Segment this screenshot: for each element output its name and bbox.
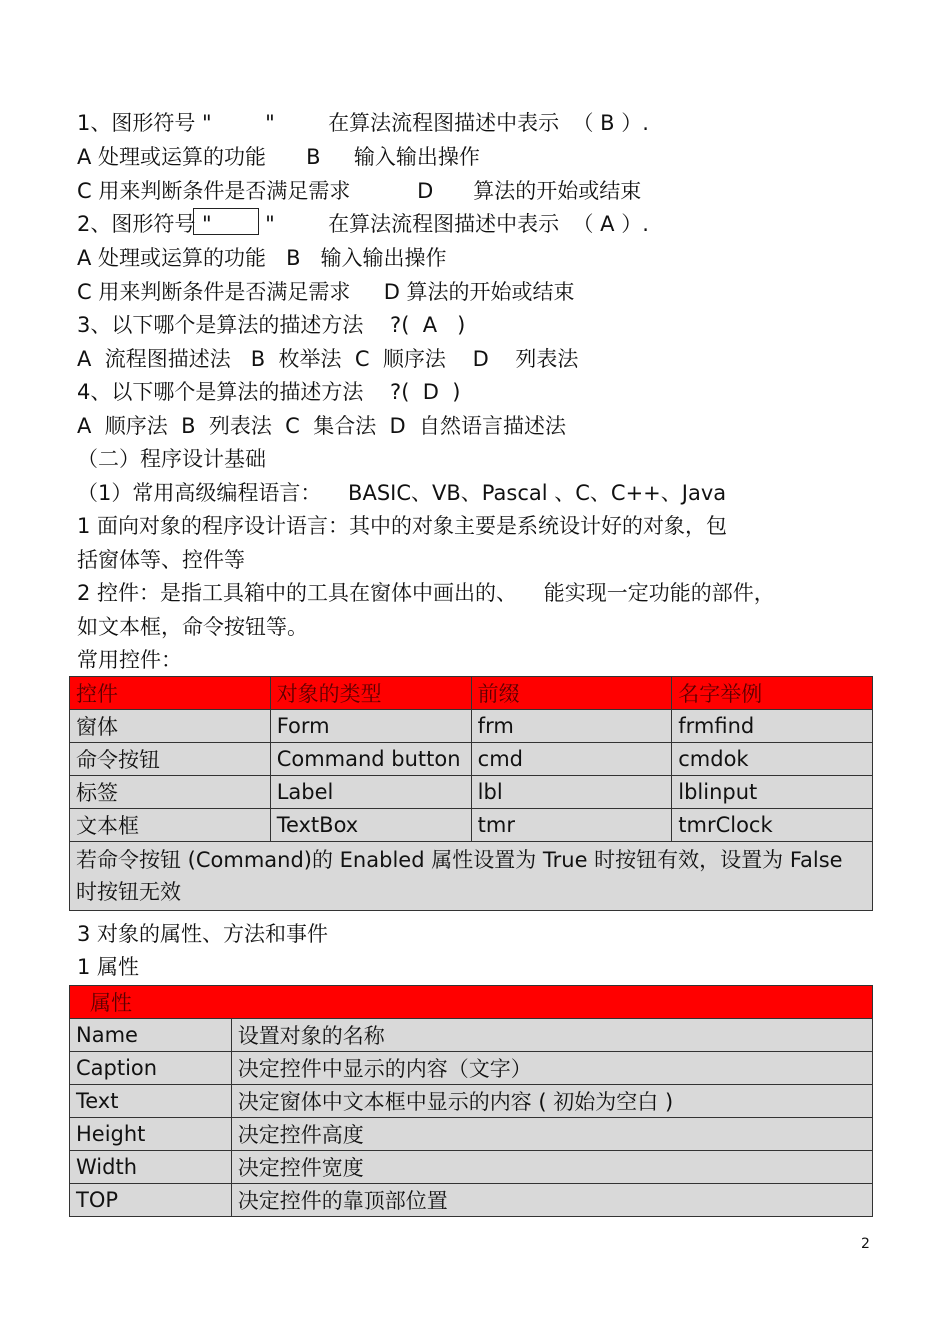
section-heading: （二）程序设计基础 [77,447,266,471]
control-line-2: 如文本框，命令按钮等。 [77,615,308,639]
property-description: 设置对象的名称 [231,1019,872,1052]
q3-options: A 流程图描述法 B 枚举法 C 顺序法 D 列表法 [77,347,579,371]
table-header-row [70,986,873,1019]
table-header-row [70,677,873,710]
subsection-properties-heading: 1 属性 [77,955,140,979]
header-cell: 前缀 [471,677,672,710]
table-row [70,1052,873,1085]
table-cell: tmrClock [672,809,873,842]
section-3-heading: 3 对象的属性、方法和事件 [77,922,329,946]
q2-option-ab: A 处理或运算的功能 B 输入输出操作 [77,246,447,270]
table-cell: 文本框 [70,809,271,842]
oop-line-2: 括窗体等、控件等 [77,548,245,572]
property-name: Width [70,1151,232,1184]
property-description: 决定控件中显示的内容（文字） [231,1052,872,1085]
q1-line: 1、图形符号 " " 在算法流程图描述中表示 （ B ）. [77,111,649,135]
property-name: Text [70,1085,232,1118]
table-row [70,1184,873,1217]
q4-options: A 顺序法 B 列表法 C 集合法 D 自然语言描述法 [77,414,567,438]
properties-table [69,985,873,1217]
property-description: 决定控件高度 [231,1118,872,1151]
table-cell: cmdok [672,743,873,776]
page-number: 2 [861,1236,870,1252]
table-cell: cmd [471,743,672,776]
table-cell: lblinput [672,776,873,809]
table-cell: tmr [471,809,672,842]
property-description: 决定控件宽度 [231,1151,872,1184]
header-cell: 对象的类型 [270,677,471,710]
property-description: 决定控件的靠顶部位置 [231,1184,872,1217]
table-row [70,1118,873,1151]
q2-option-cd: C 用来判断条件是否满足需求 D 算法的开始或结束 [77,280,575,304]
table-row [70,776,873,809]
q1-option-ab: A 处理或运算的功能 B 输入输出操作 [77,145,480,169]
table-cell: Label [270,776,471,809]
table-cell: Form [270,710,471,743]
table-row [70,743,873,776]
oop-line-1: 1 面向对象的程序设计语言：其中的对象主要是系统设计好的对象，包 [77,514,728,538]
table-row [70,1019,873,1052]
q2-line: 2、图形符号 " " 在算法流程图描述中表示 （ A ）. [77,212,649,236]
languages-line: （1）常用高级编程语言： BASIC、VB、Pascal 、C、C++、Java [77,481,727,505]
common-controls-table [69,676,873,911]
table-row [70,1085,873,1118]
table-row [70,1151,873,1184]
table-cell: TextBox [270,809,471,842]
header-cell: 名字举例 [672,677,873,710]
property-name: TOP [70,1184,232,1217]
table-cell: frm [471,710,672,743]
q1-option-cd: C 用来判断条件是否满足需求 D 算法的开始或结束 [77,179,642,203]
table-cell: 窗体 [70,710,271,743]
header-cell: 控件 [70,677,271,710]
enabled-property-note: 若命令按钮 (Command)的 Enabled 属性设置为 True 时按钮有效，设置为 False 时按钮无效 [70,842,873,911]
table-row [70,710,873,743]
q3-line: 3、以下哪个是算法的描述方法 ?( A ) [77,313,466,337]
table-cell: Command button [270,743,471,776]
property-name: Height [70,1118,232,1151]
table-row [70,809,873,842]
table-note-row [70,842,873,911]
property-description: 决定窗体中文本框中显示的内容 ( 初始为空白 ) [231,1085,872,1118]
table-cell: 标签 [70,776,271,809]
q4-line: 4、以下哪个是算法的描述方法 ?( D ) [77,380,461,404]
table-cell: frmfind [672,710,873,743]
control-line-1: 2 控件：是指工具箱中的工具在窗体中画出的、 能实现一定功能的部件， [77,581,775,605]
table-cell: lbl [471,776,672,809]
rectangle-symbol-icon [193,208,259,235]
table-cell: 命令按钮 [70,743,271,776]
common-controls-label: 常用控件： [77,648,182,672]
property-name: Caption [70,1052,232,1085]
property-name: Name [70,1019,232,1052]
header-cell: 属性 [70,986,873,1019]
